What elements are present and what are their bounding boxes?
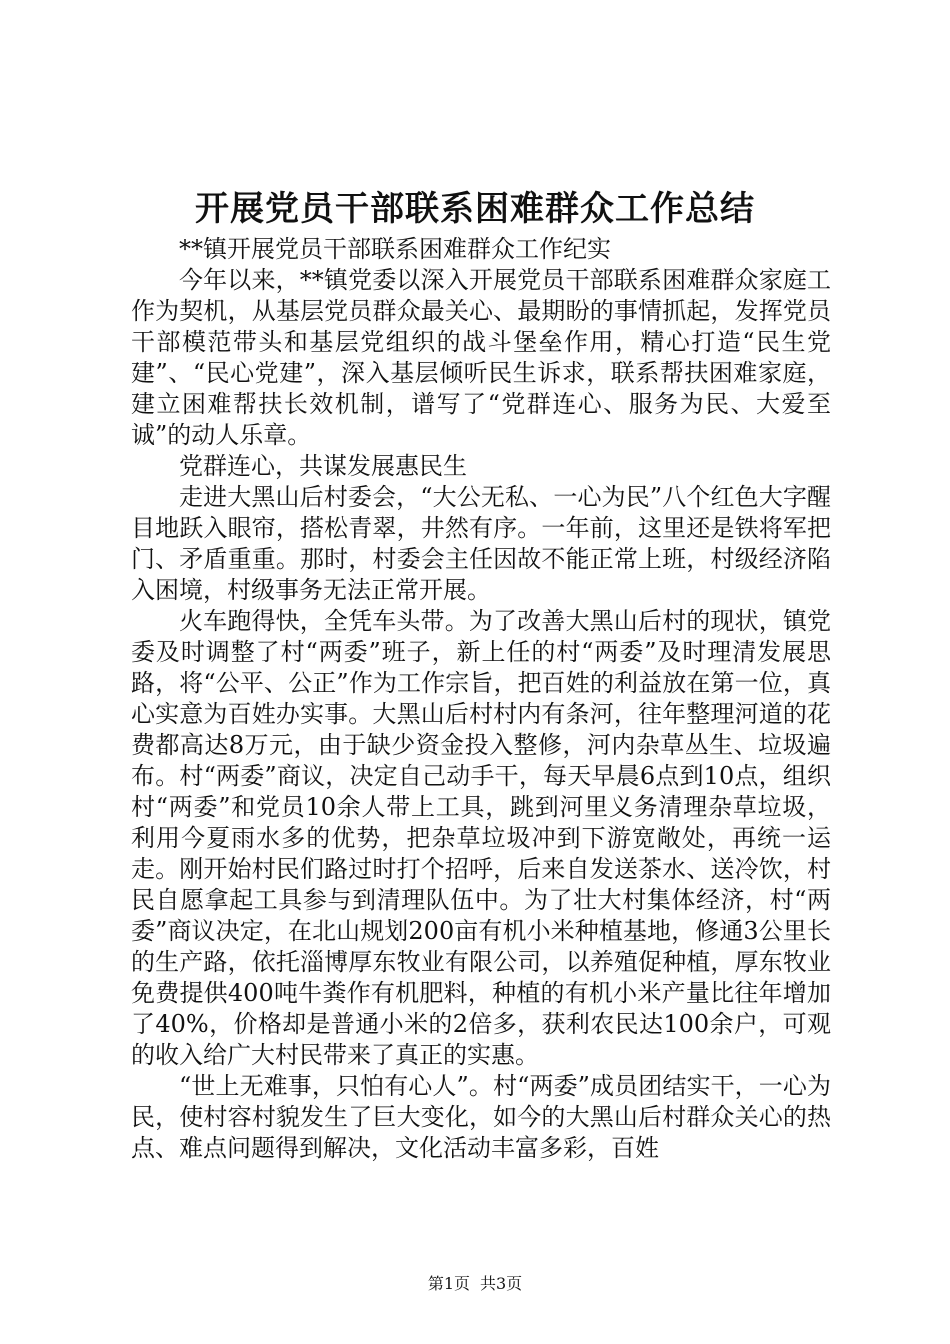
page-footer xyxy=(0,1273,950,1295)
document-title: 开展党员干部联系困难群众工作总结 xyxy=(195,189,755,229)
body-paragraph: 今年以来，**镇党委以深入开展党员干部联系困难群众家庭工作为契机，从基层党员群众最关心、最期盼的事情抓起，发挥党员干部模范带头和基层党组织的战斗堡垒作用，精心打造“民生党建”、“民心党建”，深入基层倾听民生诉求，联系帮扶困难家庭，建立困难帮扶长效机制，谱写了“党群连心、服务为民、大爱至诚”的动人乐章。 xyxy=(131,266,831,449)
body-paragraph: 走进大黑山后村委会，“大公无私、一心为民”八个红色大字醒目地跃入眼帘，搭松青翠，井然有序。一年前，这里还是铁将军把门、矛盾重重。那时，村委会主任因故不能正常上班，村级经济陷入困境，村级事务无法正常开展。 xyxy=(131,483,831,604)
body-paragraph: 火车跑得快，全凭车头带。为了改善大黑山后村的现状，镇党委及时调整了村“两委”班子，新上任的村“两委”及时理清发展思路，将“公平、公正”作为工作宗旨，把百姓的利益放在第一位，真心实意为百姓办实事。大黑山后村村内有条河，往年整理河道的花费都高达8万元，由于缺少资金投入整修，河内杂草丛生、垃圾遍布。村“两委”商议，决定自己动手干，每天早晨6点到10点，组织村“两委”和党员10余人带上工具，跳到河里义务清理杂草垃圾，利用今夏雨水多的优势，把杂草垃圾冲到下游宽敞处，再统一运走。刚开始村民们路过时打个招呼，后来自发送茶水、送冷饮，村民自愿拿起工具参与到清理队伍中。为了壮大村集体经济，村“两委”商议决定，在北山规划200亩有机小米种植基地，修通3公里长的生产路，依托淄博厚东牧业有限公司，以养殖促种植，厚东牧业免费提供400吨牛粪作有机肥料，种植的有机小米产量比往年增加了40%，价格却是普通小米的2倍多，获利农民达100余户，可观的收入给广大村民带来了真正的实惠。 xyxy=(131,607,831,1069)
section-heading: 党群连心，共谋发展惠民生 xyxy=(179,452,467,480)
document-body xyxy=(131,234,831,1164)
page-total: 共3页 xyxy=(480,1274,523,1293)
subtitle-paragraph: **镇开展党员干部联系困难群众工作纪实 xyxy=(179,235,611,263)
body-paragraph: “世上无难事，只怕有心人”。村“两委”成员团结实干，一心为民，使村容村貌发生了巨大变化，如今的大黑山后村群众关心的热点、难点问题得到解决，文化活动丰富多彩，百姓 xyxy=(131,1072,831,1162)
page-number: 第1页 xyxy=(427,1274,470,1293)
